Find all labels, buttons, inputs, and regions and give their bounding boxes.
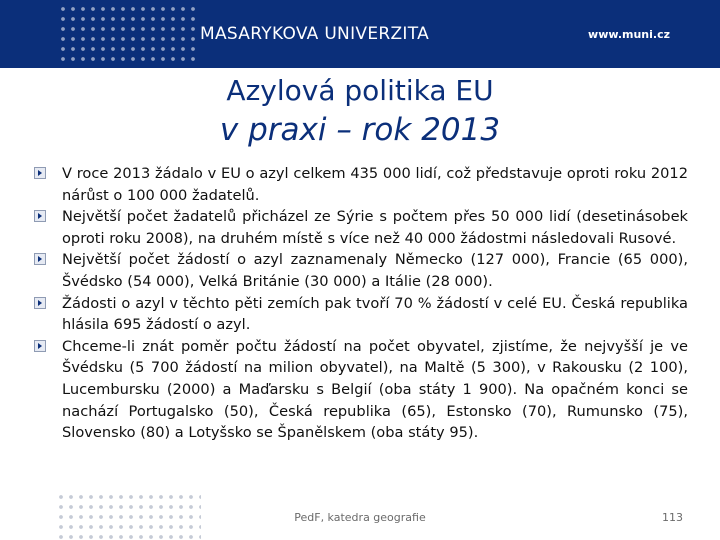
bullet-arrow-icon <box>34 340 46 352</box>
bullet-arrow-icon <box>34 253 46 265</box>
bullet-text: V roce 2013 žádalo v EU o azyl celkem 435 000 lidí, což představuje oproti roku 2012 nárůst o 100 000 žadatelů. <box>62 165 688 204</box>
page-number: 113 <box>662 511 683 524</box>
bullet-item <box>34 206 688 249</box>
slide-title: Azylová politika EU <box>226 74 494 107</box>
bullet-text: Největší počet žadatelů přicházel ze Sýrie s počtem přes 50 000 lidí (desetinásobek oproti roku 2008), na druhém místě s více než 40 000 žádostmi následovali Rusové. <box>62 208 688 247</box>
bullet-item <box>34 163 688 206</box>
university-name: MASARYKOVA UNIVERZITA <box>200 24 430 44</box>
bullet-item <box>34 249 688 292</box>
bullet-text: Chceme-li znát poměr počtu žádostí na počet obyvatel, zjistíme, že nejvyšší je ve Švédsku (5 700 žádostí na milion obyvatel), na Maltě (5 300), v Rakousku (2 100), Lucembursku (2000) a Maďarsku s Belgií (oba státy 1 900). Na opačném konci se nachází Portugalsko (50), Česká republika (65), Estonsko (70), Rumunsko (75), Slovensko (80) a Lotyšsko se Španělskem (oba státy 95). <box>62 337 688 442</box>
bullet-item <box>34 336 688 444</box>
header-bar <box>0 0 720 68</box>
university-url: www.muni.cz <box>588 28 670 41</box>
footer-department: PedF, katedra geografie <box>294 511 426 524</box>
bullet-item <box>34 293 688 336</box>
bullet-arrow-icon <box>34 167 46 179</box>
slide-subtitle: v praxi – rok 2013 <box>219 112 501 148</box>
header-dot-pattern <box>58 4 198 64</box>
bullet-list <box>34 163 688 444</box>
bullet-text: Žádosti o azyl v těchto pěti zemích pak tvoří 70 % žádostí v celé EU. Česká republika hlásila 695 žádostí o azyl. <box>62 294 688 334</box>
bullet-arrow-icon <box>34 297 46 309</box>
bullet-arrow-icon <box>34 210 46 222</box>
bullet-text: Největší počet žádostí o azyl zaznamenaly Německo (127 000), Francie (65 000), Švédsko (54 000), Velká Británie (30 000) a Itálie (28 000). <box>62 251 688 290</box>
